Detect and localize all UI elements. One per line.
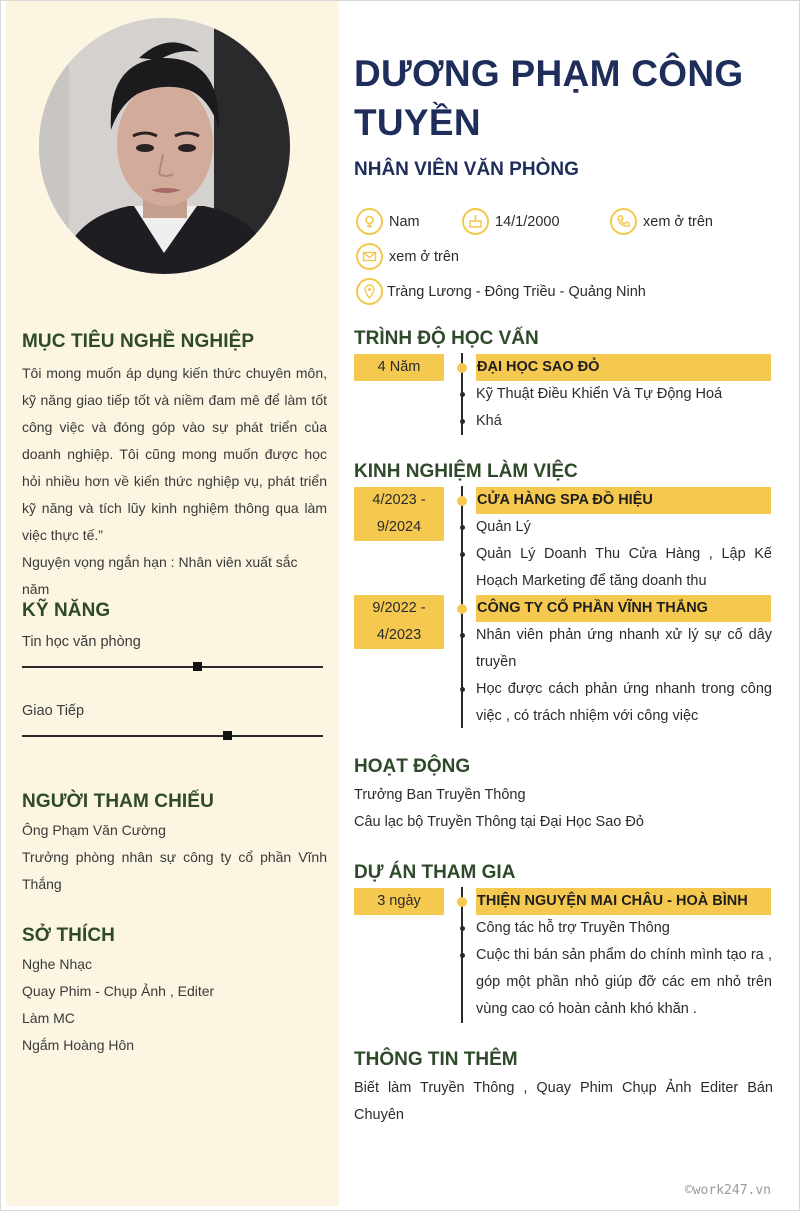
reference-position: Trưởng phòng nhân sự công ty cổ phần Vĩnh Thắng [22, 849, 327, 892]
extra-text: Biết làm Truyền Thông , Quay Phim Chụp Ảnh Editer Bán Chuyên [354, 1080, 773, 1123]
phone-info [610, 208, 713, 235]
hobby-item: Làm MC [22, 1010, 75, 1026]
portrait-image [39, 18, 290, 274]
skill-bar [22, 735, 323, 737]
skill-label: Tin học văn phòng [22, 634, 141, 650]
address-info [356, 278, 646, 305]
project-role: Công tác hỗ trợ Truyền Thông [476, 920, 670, 936]
objective-heading: MỤC TIÊU NGHỀ NGHIỆP [22, 331, 255, 352]
bullet-dot [460, 525, 465, 530]
activity-item: Câu lạc bộ Truyền Thông tại Đại Học Sao Đỏ [354, 814, 644, 830]
skill-level-marker [193, 662, 202, 671]
project-description: Cuộc thi bán sản phẩm do chính mình tạo ra , góp một phần nhỏ giúp đỡ các em nhỏ trên vùng cao có hoàn cảnh khó khăn . [476, 947, 772, 1017]
phone-value: xem ở trên [643, 213, 713, 230]
map-pin-icon [356, 278, 383, 305]
education-grade: Khá [476, 413, 502, 429]
job-date-end: 4/2023 [376, 627, 422, 643]
projects-heading: DỰ ÁN THAM GIA [354, 862, 516, 883]
address-value: Tràng Lương - Đông Triều - Quảng Ninh [387, 283, 646, 300]
cake-icon [462, 208, 489, 235]
email-info [356, 243, 459, 270]
job-duty: Quản Lý Doanh Thu Cửa Hàng , Lập Kế Hoạch Marketing để tăng doanh thu [476, 546, 772, 589]
candidate-name: DƯƠNG PHẠM CÔNG TUYỀN [354, 53, 744, 143]
experience-heading: KINH NGHIỆM LÀM VIỆC [354, 461, 578, 482]
avatar-photo [39, 18, 290, 274]
bullet-dot [460, 552, 465, 557]
activity-item: Trưởng Ban Truyền Thông [354, 787, 526, 803]
email-value: xem ở trên [389, 248, 459, 265]
project-title: THIỆN NGUYỆN MAI CHÂU - HOÀ BÌNH [476, 888, 771, 915]
watermark: ©work247.vn [684, 1183, 771, 1198]
references-heading: NGƯỜI THAM CHIẾU [22, 791, 214, 812]
bullet-dot [460, 687, 465, 692]
phone-icon [610, 208, 637, 235]
education-date: 4 Năm [354, 354, 444, 381]
birthday-info [462, 208, 560, 235]
bullet-dot [460, 633, 465, 638]
job-date-start: 4/2023 - [372, 492, 426, 508]
skill-item [22, 632, 327, 702]
reference-name: Ông Phạm Văn Cường [22, 822, 166, 838]
bullet-dot [460, 419, 465, 424]
education-school: ĐẠI HỌC SAO ĐỎ [476, 354, 771, 381]
bullet-dot [460, 392, 465, 397]
timeline-dot [457, 496, 467, 506]
job-date [354, 487, 444, 541]
hobbies-heading: SỞ THÍCH [22, 925, 116, 946]
timeline-dot [457, 897, 467, 907]
education-heading: TRÌNH ĐỘ HỌC VẤN [354, 328, 539, 349]
education-major: Kỹ Thuật Điều Khiển Và Tự Động Hoá [476, 386, 723, 402]
hobbies-section [22, 925, 327, 1059]
email-icon [356, 243, 383, 270]
gender-value: Nam [389, 213, 420, 230]
job-company: CỬA HÀNG SPA ĐỒ HIỆU [476, 487, 771, 514]
objective-text: Tôi mong muốn áp dụng kiến thức chuyên môn, kỹ năng giao tiếp tốt và niềm đam mê để làm tốt công việc và đóng góp vào sự phát triển của doanh nghiệp. Tôi cũng mong muốn được học hỏi nhiều hơn về kiến thức nghiệp vụ, phát triển kỹ năng và tích lũy kinh nghiệm thông qua làm việc thực tế.” [22, 365, 327, 543]
bullet-dot [460, 953, 465, 958]
objective-short-term: Nguyện vọng ngắn hạn : Nhân viên xuất sắc năm [22, 554, 298, 597]
hobby-item: Ngắm Hoàng Hôn [22, 1037, 135, 1053]
timeline-dot [457, 363, 467, 373]
skill-bar [22, 666, 323, 668]
references-section [22, 791, 327, 898]
gender-icon [356, 208, 383, 235]
hobby-item: Nghe Nhạc [22, 956, 93, 972]
extra-heading: THÔNG TIN THÊM [354, 1049, 518, 1070]
job-position: Nhân viên phản ứng nhanh xử lý sự cố dây truyền [476, 627, 772, 670]
job-position: Quản Lý [476, 519, 531, 535]
birthday-value: 14/1/2000 [495, 213, 560, 230]
job-duty: Học được cách phản ứng nhanh trong công việc , có trách nhiệm với công việc [476, 681, 772, 724]
skill-label: Giao Tiếp [22, 703, 85, 719]
objective-section [22, 331, 327, 603]
job-company: CÔNG TY CỔ PHẦN VĨNH THẮNG [476, 595, 771, 622]
skills-section [22, 600, 327, 771]
skill-level-marker [223, 731, 232, 740]
job-date-end: 9/2024 [376, 519, 422, 535]
skill-item [22, 701, 327, 771]
skills-heading: KỸ NĂNG [22, 600, 111, 621]
hobby-item: Quay Phim - Chụp Ảnh , Editer [22, 983, 215, 999]
timeline-dot [457, 604, 467, 614]
gender-info [356, 208, 420, 235]
job-date-start: 9/2022 - [372, 600, 426, 616]
project-date: 3 ngày [354, 888, 444, 915]
candidate-role: NHÂN VIÊN VĂN PHÒNG [354, 159, 579, 180]
bullet-dot [460, 926, 465, 931]
job-date [354, 595, 444, 649]
activities-heading: HOẠT ĐỘNG [354, 756, 471, 777]
